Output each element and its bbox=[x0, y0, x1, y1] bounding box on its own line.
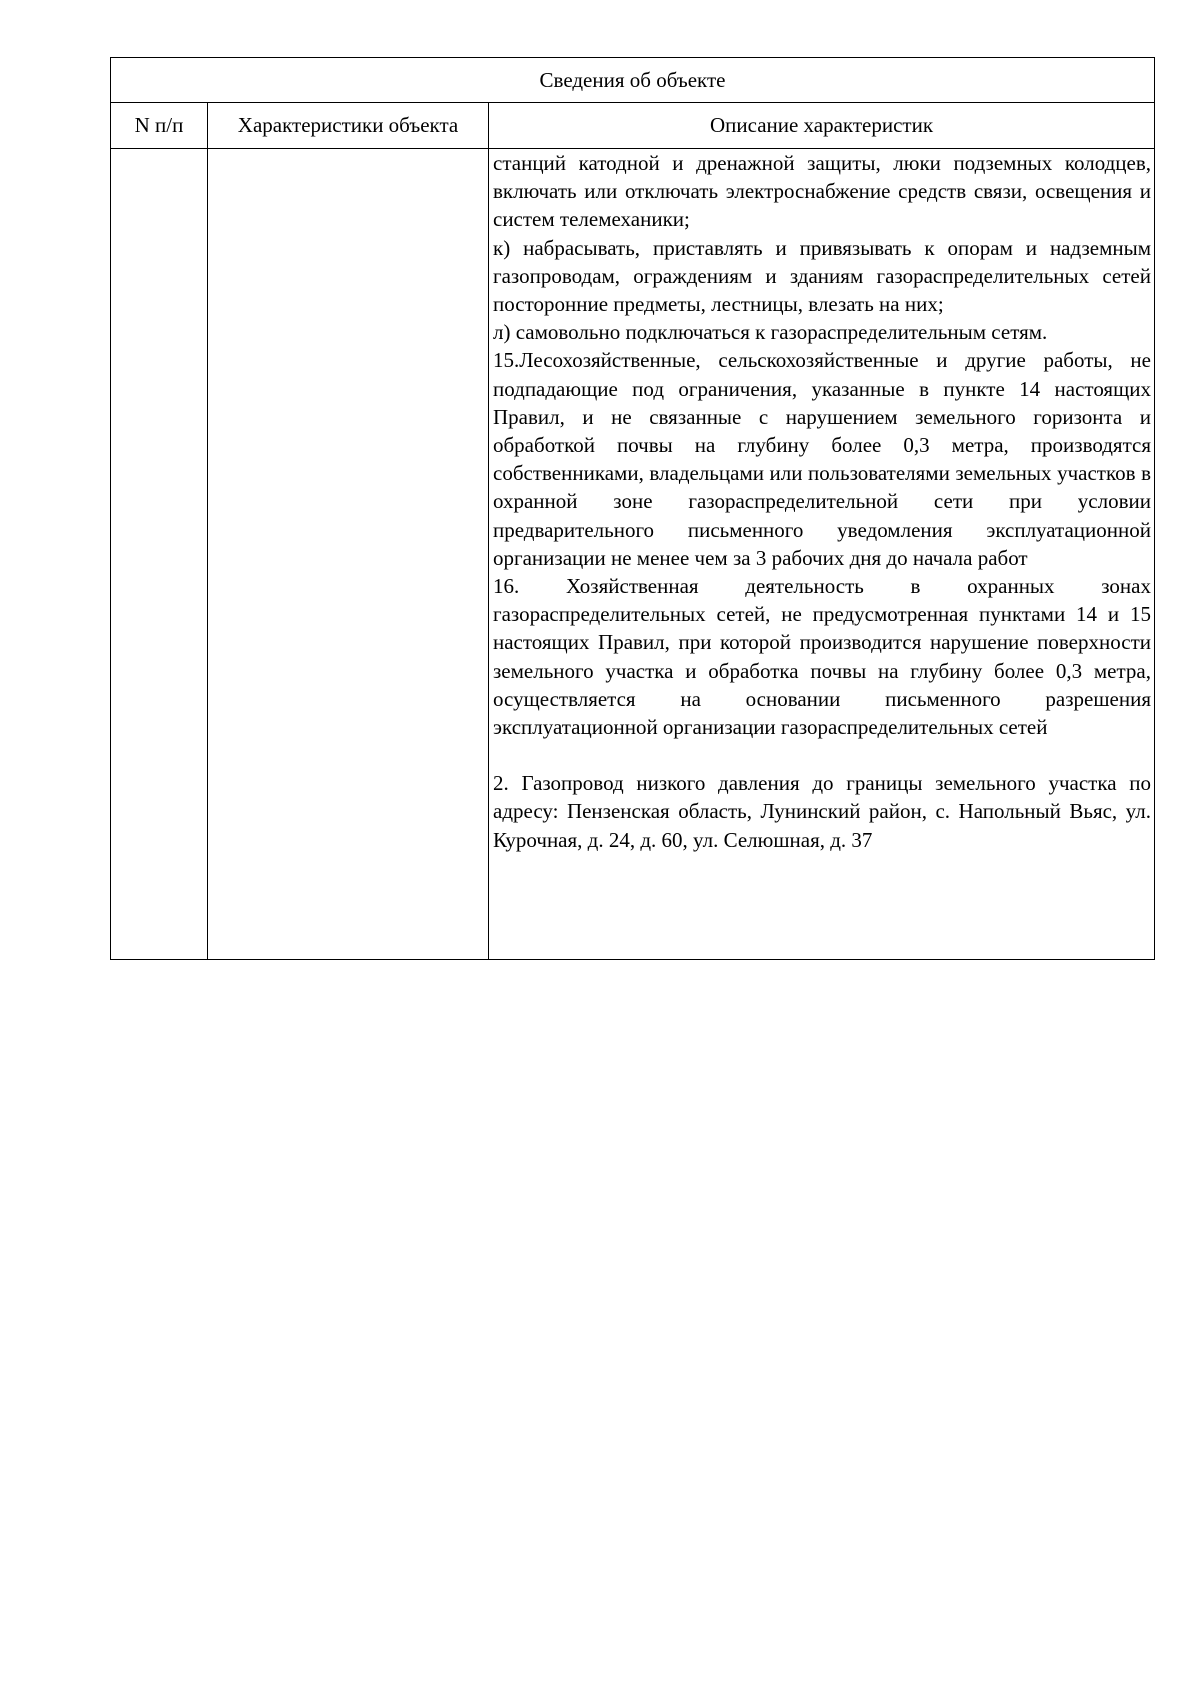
description-paragraph: 16. Хозяйственная деятельность в охранных зонах газораспределительных сетей, не предусмотренная пунктами 14 и 15 настоящих Правил, при которой производится нарушение поверхности земельного участка и обработка почвы на глубину более 0,3 метра, осуществляется на основании письменного разрешения эксплуатационной организации газораспределительных сетей bbox=[493, 574, 1151, 740]
header-number: N п/п bbox=[111, 103, 208, 149]
description-paragraph: к) набрасывать, приставлять и привязывать к опорам и надземным газопроводам, ограждениям и зданиям газораспределительных сетей посторонние предметы, лестницы, влезать на них; bbox=[493, 235, 1151, 317]
cell-characteristics bbox=[208, 149, 489, 960]
description-paragraph: 2. Газопровод низкого давления до границы земельного участка по адресу: Пензенская область, Лунинский район, с. Напольный Вьяс, ул. Курочная, д. 24, д. 60, ул. Селюшная, д. 37 bbox=[493, 771, 1151, 852]
cell-description bbox=[489, 149, 1155, 960]
paragraph-spacer bbox=[493, 741, 1151, 769]
description-paragraph: станций катодной и дренажной защиты, люки подземных колодцев, включать или отключать электроснабжение средств связи, освещения и систем телемеханики; bbox=[493, 151, 1151, 232]
table-row bbox=[111, 149, 1155, 960]
table-header-row bbox=[111, 103, 1155, 149]
table-title: Сведения об объекте bbox=[111, 58, 1155, 103]
table-title-row bbox=[111, 58, 1155, 103]
cell-number bbox=[111, 149, 208, 960]
object-info-table bbox=[110, 57, 1155, 960]
description-paragraph: л) самовольно подключаться к газораспределительным сетям. bbox=[493, 320, 1048, 345]
header-characteristics: Характеристики объекта bbox=[208, 103, 489, 149]
header-description: Описание характеристик bbox=[489, 103, 1155, 149]
description-paragraph: 15.Лесохозяйственные, сельскохозяйственные и другие работы, не подпадающие под ограничения, указанные в пункте 14 настоящих Правил, и не связанные с нарушением земельного горизонта и обработкой почвы на глубину более 0,3 метра, производятся собственниками, владельцами или пользователями земельных участков в охранной зоне газораспределительной сети при условии предварительного письменного уведомления эксплуатационной организации не менее чем за 3 рабочих дня до начала работ bbox=[493, 348, 1151, 570]
